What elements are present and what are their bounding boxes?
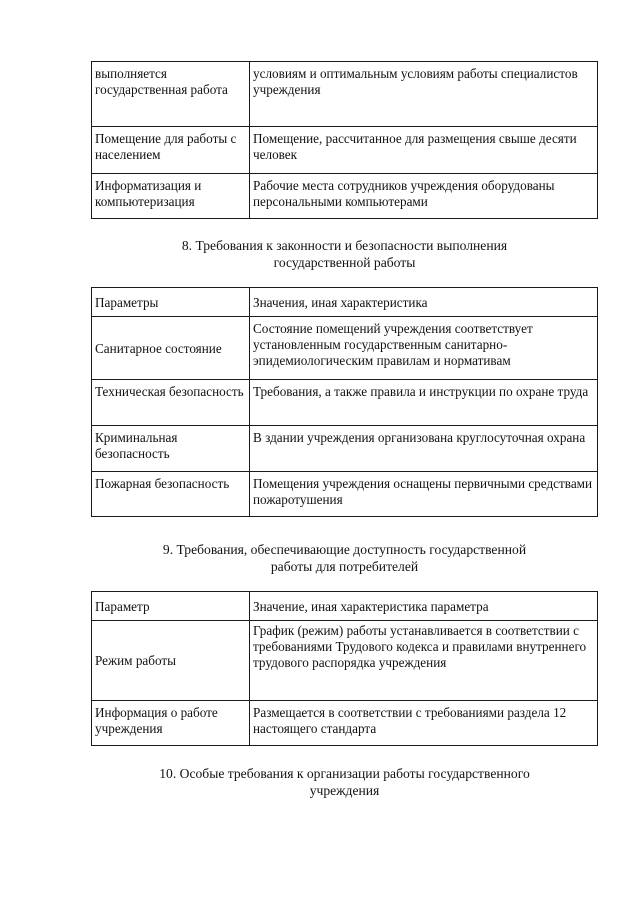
header-param-cell: Параметр [92, 592, 250, 621]
table-continuation [91, 61, 598, 219]
header-value-cell: Значения, иная характеристика [250, 288, 598, 317]
section-8-heading-line2: государственной работы [273, 255, 416, 270]
section-8-heading [91, 237, 598, 271]
section-9-heading-line1: 9. Требования, обеспечивающие доступность государственной [162, 542, 527, 557]
value-cell: Помещения учреждения оснащены первичными средствами пожаротушения [250, 472, 598, 517]
param-cell: Пожарная безопасность [92, 472, 250, 517]
section-10-heading-line1: 10. Особые требования к организации работы государственного [159, 766, 530, 781]
param-cell: Криминальная безопасность [92, 426, 250, 472]
value-cell: условиям и оптимальным условиям работы специалистов учреждения [250, 62, 598, 127]
param-cell: Санитарное состояние [92, 317, 250, 380]
table-header-row [92, 288, 598, 317]
section-9-heading-line2: работы для потребителей [270, 559, 419, 574]
value-cell: Рабочие места сотрудников учреждения оборудованы персональными компьютерами [250, 174, 598, 219]
table-accessibility-requirements [91, 591, 598, 746]
value-cell: В здании учреждения организована круглосуточная охрана [250, 426, 598, 472]
table-row [92, 317, 598, 380]
table-row [92, 380, 598, 426]
table-row [92, 472, 598, 517]
value-cell: Помещение, рассчитанное для размещения свыше десяти человек [250, 127, 598, 174]
table-row [92, 127, 598, 174]
value-cell: Состояние помещений учреждения соответствует установленным государственным санитарно-эпидемиологическим правилам и нормативам [250, 317, 598, 380]
table-row [92, 621, 598, 701]
header-value-cell: Значение, иная характеристика параметра [250, 592, 598, 621]
header-param-cell: Параметры [92, 288, 250, 317]
value-cell: График (режим) работы устанавливается в соответствии с требованиями Трудового кодекса и правилами внутреннего трудового распорядка учреждения [250, 621, 598, 701]
table-row [92, 426, 598, 472]
section-8-heading-line1: 8. Требования к законности и безопасности выполнения [181, 238, 508, 253]
section-9-heading [91, 541, 598, 575]
param-cell: Помещение для работы с населением [92, 127, 250, 174]
param-cell: Информатизация и компьютеризация [92, 174, 250, 219]
table-row [92, 62, 598, 127]
table-safety-requirements [91, 287, 598, 517]
param-cell: выполняется государственная работа [92, 62, 250, 127]
param-cell: Информация о работе учреждения [92, 701, 250, 746]
value-cell: Размещается в соответствии с требованиями раздела 12 настоящего стандарта [250, 701, 598, 746]
table-header-row [92, 592, 598, 621]
section-10-heading-line2: учреждения [309, 783, 380, 798]
table-row [92, 701, 598, 746]
table-row [92, 174, 598, 219]
param-cell: Режим работы [92, 621, 250, 701]
param-cell: Техническая безопасность [92, 380, 250, 426]
section-10-heading [91, 765, 598, 799]
value-cell: Требования, а также правила и инструкции по охране труда [250, 380, 598, 426]
